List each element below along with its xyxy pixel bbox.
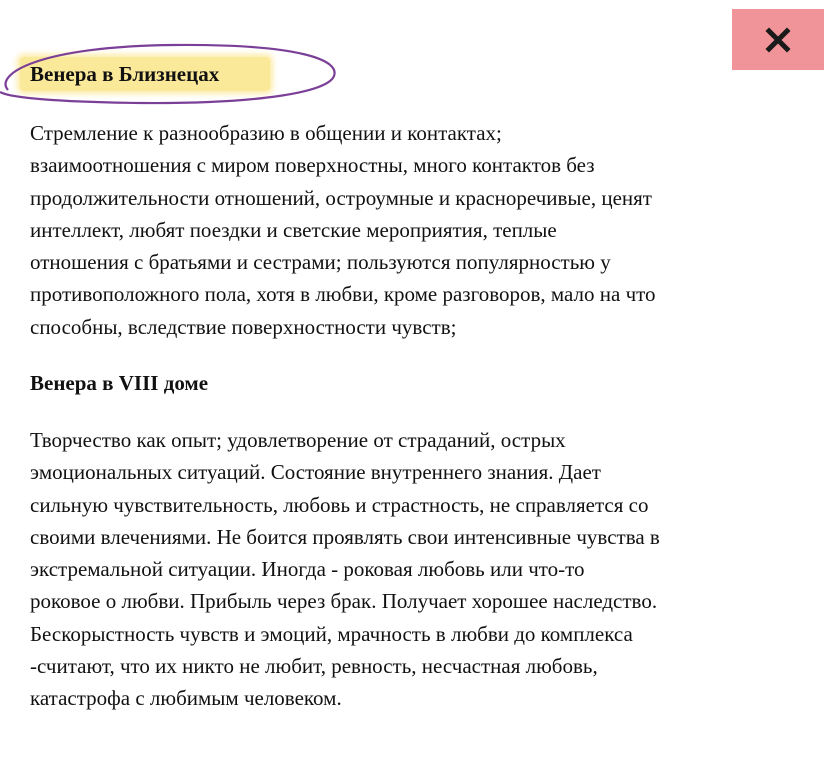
close-icon: [765, 27, 791, 53]
body-line: отношения с братьями и сестрами; пользуются популярностью у: [30, 250, 611, 275]
close-button[interactable]: [732, 9, 824, 70]
body-line: эмоциональных ситуаций. Состояние внутреннего знания. Дает: [30, 460, 601, 485]
body-line: взаимоотношения с миром поверхностны, много контактов без: [30, 153, 595, 178]
body-line: Стремление к разнообразию в общении и контактах;: [30, 121, 502, 145]
body-line: роковое о любви. Прибыль через брак. Получает хорошее наследство.: [30, 589, 658, 614]
body-line: -считают, что их никто не любит, ревность, несчастная любовь,: [30, 654, 598, 679]
body-line: способны, вследствие поверхностности чувств;: [30, 314, 457, 339]
section2-title: Венера в VIII доме: [30, 371, 209, 395]
body-line: катастрофа с любимым человеком.: [30, 686, 342, 711]
body-line: интеллект, любят поездки и светские мероприятия, теплые: [30, 217, 557, 242]
section1-title: Венера в Близнецах: [30, 62, 220, 86]
body-line: Творчество как опыт; удовлетворение от страданий, острых: [30, 428, 566, 452]
body-line: сильную чувствительность, любовь и страстность, не справляется со: [30, 492, 649, 517]
body-line: экстремальной ситуации. Иногда - роковая любовь или что-то: [30, 557, 585, 582]
section1-title-block: [0, 40, 340, 110]
body-line: продолжительности отношений, остроумные и красноречивые, ценят: [30, 185, 652, 210]
section1-body: [30, 117, 800, 343]
section2-body: [30, 424, 800, 715]
body-line: своими влечениями. Не боится проявлять свои интенсивные чувства в: [30, 524, 660, 549]
body-line: противоположного пола, хотя в любви, кроме разговоров, мало на что: [30, 282, 656, 307]
body-line: Бескорыстность чувств и эмоций, мрачность в любви до комплекса: [30, 621, 633, 646]
